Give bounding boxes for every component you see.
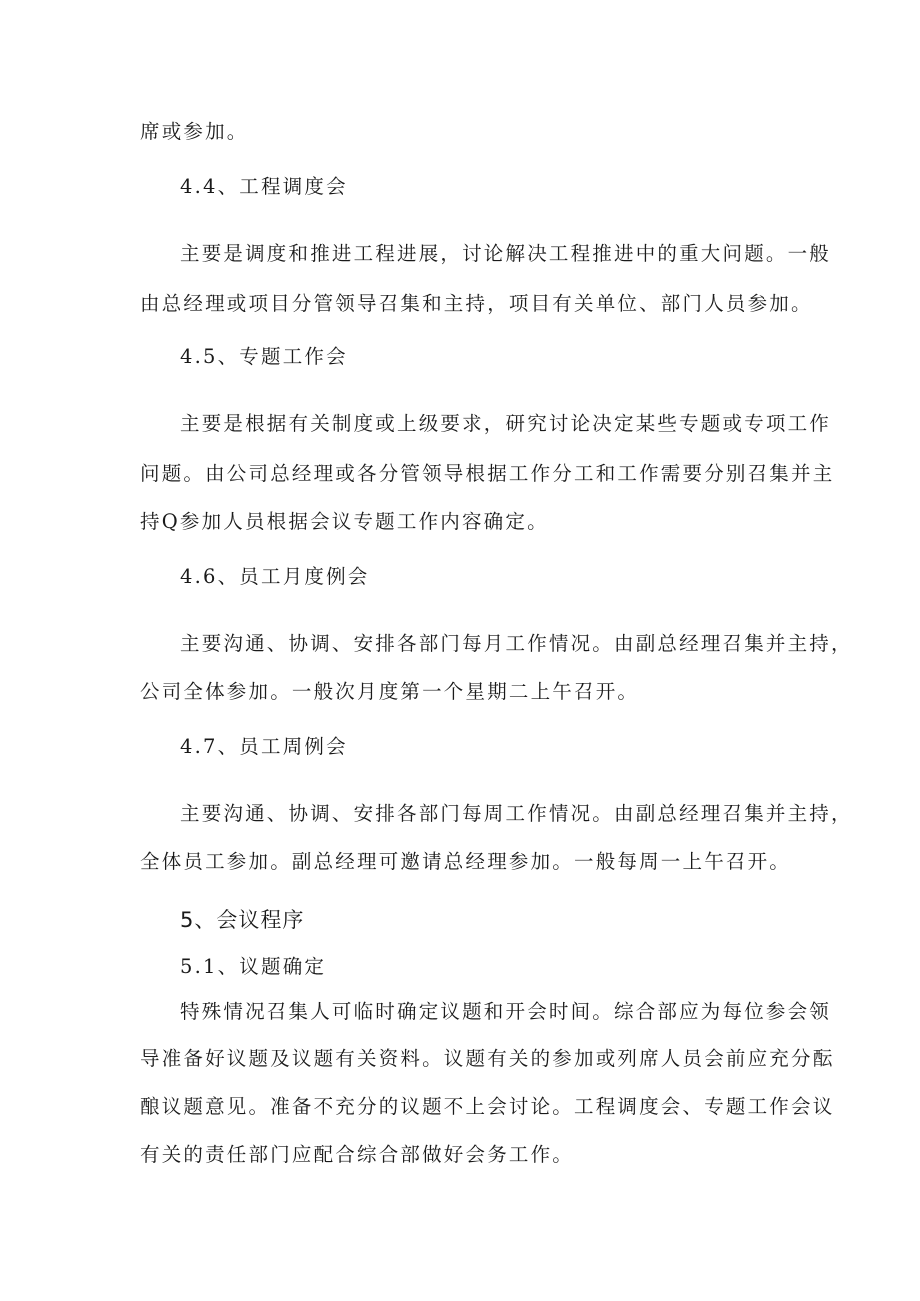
paragraph-line: 席或参加。 [140, 120, 249, 143]
paragraph-line: 主要是根据有关制度或上级要求，研究讨论决定某些专题或专项工作 [180, 412, 832, 435]
paragraph-line: 全体员工参加。副总经理可邀请总经理参加。一般每周一上午召开。 [140, 850, 792, 873]
paragraph-line: 主要沟通、协调、安排各部门每周工作情况。由副总经理召集并主持， [180, 802, 853, 825]
paragraph-line: 有关的责任部门应配合综合部做好会务工作。 [140, 1143, 575, 1166]
paragraph-line: 酿议题意见。准备不充分的议题不上会讨论。工程调度会、专题工作会议 [140, 1095, 835, 1118]
paragraph-line: 导准备好议题及议题有关资料。议题有关的参加或列席人员会前应充分酝 [140, 1047, 835, 1070]
paragraph-line: 公司全体参加。一般次月度第一个星期二上午召开。 [140, 680, 640, 703]
paragraph-line: 特殊情况召集人可临时确定议题和开会时间。综合部应为每位参会领 [180, 1000, 832, 1023]
paragraph-line: 由总经理或项目分管领导召集和主持，项目有关单位、部门人员参加。 [140, 292, 813, 315]
section-heading-4-4: 4.4、工程调度会 [180, 175, 348, 198]
paragraph-line: 持Q参加人员根据会议专题工作内容确定。 [140, 510, 549, 533]
paragraph-line: 主要是调度和推进工程进展，讨论解决工程推进中的重大问题。一般 [180, 242, 832, 265]
section-heading-4-6: 4.6、员工月度例会 [180, 565, 370, 588]
section-heading-4-5: 4.5、专题工作会 [180, 345, 348, 368]
paragraph-line: 主要沟通、协调、安排各部门每月工作情况。由副总经理召集并主持， [180, 632, 853, 655]
section-heading-5: 5、会议程序 [180, 908, 305, 932]
paragraph-line: 问题。由公司总经理或各分管领导根据工作分工和工作需要分别召集并主 [140, 462, 835, 485]
section-heading-4-7: 4.7、员工周例会 [180, 735, 348, 758]
section-heading-5-1: 5.1、议题确定 [180, 955, 327, 978]
